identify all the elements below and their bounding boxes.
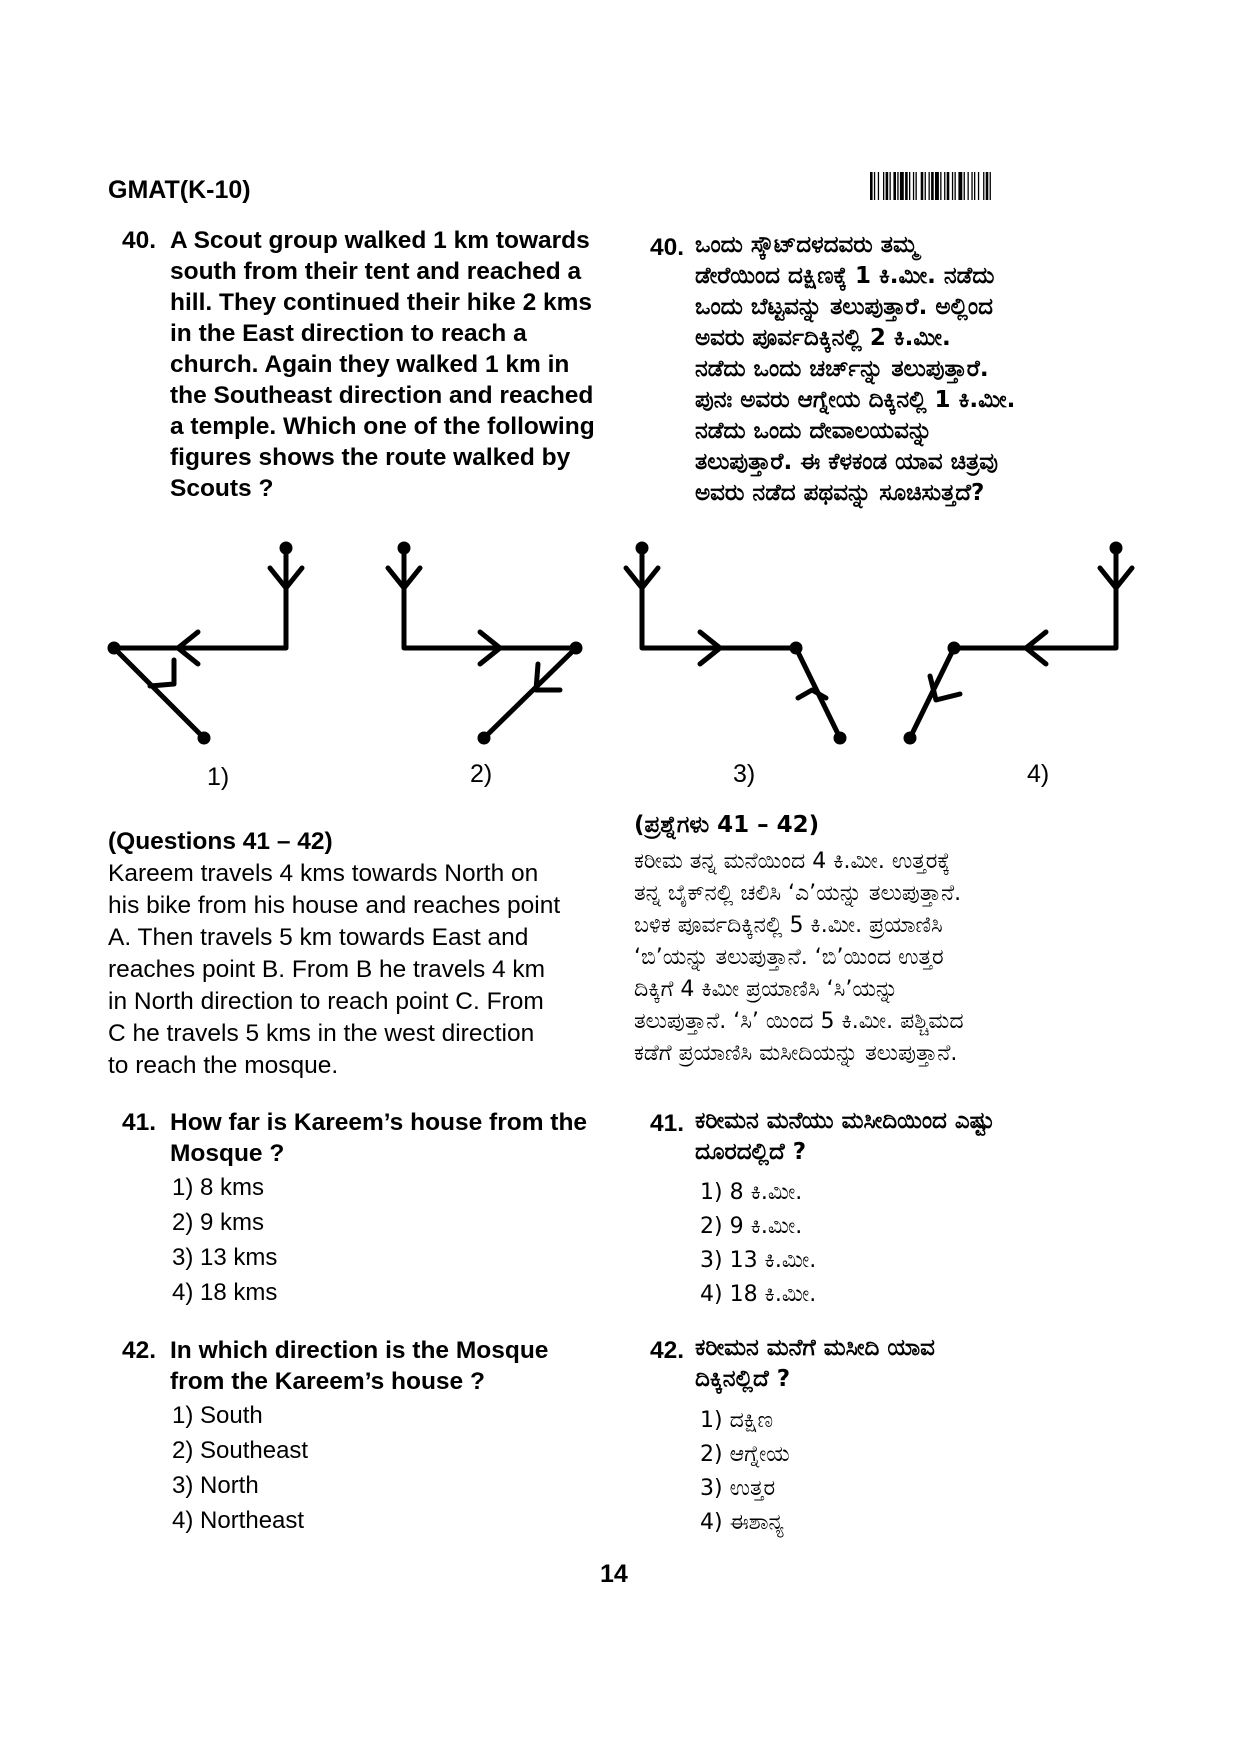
barcode-bar [986, 172, 989, 200]
text-line: C he travels 5 kms in the west direction [108, 1020, 535, 1047]
route-point [282, 544, 290, 552]
option-2[interactable]: 2) Southeast [172, 1437, 309, 1464]
text-line: reaches point B. From B he travels 4 km [108, 956, 546, 983]
route-point [836, 734, 844, 742]
barcode-bar [964, 172, 965, 200]
barcode-bar [921, 172, 924, 200]
route-point [110, 644, 118, 652]
option-4[interactable]: 4) 18 ಕಿ.ಮೀ. [700, 1282, 817, 1307]
route-point [480, 734, 488, 742]
barcode-bar [883, 172, 884, 200]
barcode-bar [897, 172, 898, 200]
option-1[interactable]: 1) 8 kms [172, 1174, 265, 1201]
text-line: ದಿಕ್ಕಿಗೆ 4 ಕಿಮೀ ಪ್ರಯಾಣಿಸಿ ‘ಸಿ’ಯನ್ನು [634, 977, 899, 1002]
text-line: figures shows the route walked by [170, 444, 571, 471]
route-figure-3 [626, 544, 844, 742]
text-line: ಒಂದು ಸ್ಕೌಟ್‌ದಳದವರು ತಮ್ಮ [695, 232, 918, 258]
text-line: ದೂರದಲ್ಲಿದೆ ? [695, 1139, 807, 1165]
barcode-bar [974, 172, 975, 200]
option-2[interactable]: 2) 9 kms [172, 1209, 265, 1236]
barcode-bar [952, 172, 953, 200]
text-line: his bike from his house and reaches point [108, 892, 561, 919]
q40-kn-number: 40. [650, 234, 685, 261]
q42-options [172, 1398, 308, 1538]
text-line: church. Again they walked 1 km in [170, 351, 570, 378]
q42-kn-number: 42. [650, 1337, 685, 1364]
barcode-bar [978, 172, 979, 200]
text-line: ಪುನಃ ಅವರು ಆಗ್ನೇಯ ದಿಕ್ಕಿನಲ್ಲಿ 1 ಕಿ.ಮೀ. [695, 387, 1016, 413]
q42-kn-text [695, 1333, 1135, 1395]
q41-number: 41. [122, 1109, 157, 1136]
option-1[interactable]: 1) South [172, 1402, 263, 1429]
route-figure-2 [388, 544, 580, 742]
barcode-bar [916, 172, 917, 200]
barcode-bar [890, 172, 891, 200]
text-line: ‘ಬಿ’ಯನ್ನು ತಲುಪುತ್ತಾನೆ. ‘ಬಿ’ಯಿಂದ ಉತ್ತರ [634, 945, 944, 970]
option-3[interactable]: 3) 13 ಕಿ.ಮೀ. [700, 1248, 817, 1273]
barcode-bar [947, 172, 950, 200]
barcode-bar [909, 172, 910, 200]
text-line: ಕರೀಮ ತನ್ನ ಮನೆಯಿಂದ 4 ಕಿ.ಮೀ. ಉತ್ತರಕ್ಕೆ [634, 849, 951, 874]
route-point [906, 734, 914, 742]
option-3[interactable]: 3) 13 kms [172, 1244, 278, 1271]
text-line: the Southeast direction and reached [170, 382, 594, 409]
option-3[interactable]: 3) North [172, 1472, 259, 1499]
option-2[interactable]: 2) ಆಗ್ನೇಯ [700, 1442, 790, 1467]
passage-kn-text [634, 846, 1134, 1070]
q42-number: 42. [122, 1337, 157, 1364]
q41-kn-text [695, 1106, 1135, 1168]
text-line: ದಿಕ್ಕಿನಲ್ಲಿದೆ ? [695, 1366, 791, 1392]
text-line: in the East direction to reach a [170, 320, 527, 347]
text-line: a temple. Which one of the following [170, 413, 595, 440]
barcode-bar [958, 172, 962, 200]
barcode-bar [990, 172, 991, 200]
barcode-bar [905, 172, 908, 200]
route-figure-4 [906, 544, 1132, 742]
barcode-bar [955, 172, 956, 200]
option-2[interactable]: 2) 9 ಕಿ.ಮೀ. [700, 1214, 803, 1239]
passage-kn-heading: (ಪ್ರಶ್ನೆಗಳು 41 – 42) [634, 812, 820, 838]
barcode-bar [886, 172, 889, 200]
barcode-icon [870, 172, 1112, 200]
barcode-bar [940, 172, 941, 200]
q40-number: 40. [122, 227, 157, 254]
text-line: to reach the mosque. [108, 1052, 339, 1079]
figure-label-3: 3) [733, 760, 756, 788]
q41-options [172, 1170, 277, 1310]
q41-kn-options [700, 1176, 816, 1312]
passage-text [108, 858, 608, 1082]
text-line: ಕರೀಮನ ಮನೆಗೆ ಮಸೀದಿ ಯಾವ [695, 1335, 935, 1361]
figure-label-1: 1) [207, 763, 230, 791]
route-point [1112, 544, 1120, 552]
exam-code: GMAT(K-10) [108, 176, 251, 204]
text-line: In which direction is the Mosque [170, 1337, 549, 1364]
page-number: 14 [600, 1560, 628, 1588]
q42-kn-options [700, 1404, 790, 1540]
text-line: ಡೇರೆಯಿಂದ ದಕ್ಷಿಣಕ್ಕೆ 1 ಕಿ.ಮೀ. ನಡೆದು [695, 263, 995, 289]
q40-text [170, 225, 610, 504]
text-line: How far is Kareem’s house from the [170, 1109, 588, 1136]
text-line: from the Kareem’s house ? [170, 1368, 485, 1395]
text-line: Kareem travels 4 kms towards North on [108, 860, 539, 887]
option-4[interactable]: 4) 18 kms [172, 1279, 278, 1306]
text-line: ನಡೆದು ಒಂದು ದೇವಾಲಯವನ್ನು [695, 418, 933, 444]
route-figures [100, 530, 1140, 760]
q40-kn-text [695, 230, 1135, 509]
text-line: ತಲುಪುತ್ತಾರೆ. ಈ ಕೆಳಕಂಡ ಯಾವ ಚಿತ್ರವು [695, 449, 999, 475]
barcode-bar [925, 172, 926, 200]
text-line: ನಡೆದು ಒಂದು ಚರ್ಚ್‌ನ್ನು ತಲುಪುತ್ತಾರೆ. [695, 356, 989, 382]
route-point [950, 644, 958, 652]
route-point [400, 544, 408, 552]
text-line: in North direction to reach point C. From [108, 988, 544, 1015]
route-point [792, 644, 800, 652]
text-line: Mosque ? [170, 1140, 285, 1167]
passage-heading: (Questions 41 – 42) [108, 828, 333, 855]
text-line: ತನ್ನ ಬೈಕ್‌ನಲ್ಲಿ ಚಲಿಸಿ ‘ಎ’ಯನ್ನು ತಲುಪುತ್ತಾನೆ. [634, 881, 962, 906]
figure-label-2: 2) [470, 760, 493, 788]
route-figure-1 [110, 544, 302, 742]
barcode-bar [913, 172, 914, 200]
barcode-bar [971, 172, 972, 200]
barcode-bar [931, 172, 934, 200]
text-line: hill. They continued their hike 2 kms [170, 289, 593, 316]
option-1[interactable]: 1) ದಕ್ಷಿಣ [700, 1408, 774, 1433]
barcode-bar [983, 172, 984, 200]
option-1[interactable]: 1) 8 ಕಿ.ಮೀ. [700, 1180, 803, 1205]
barcode-bar [893, 172, 896, 200]
text-line: ತಲುಪುತ್ತಾನೆ. ‘ಸಿ’ ಯಿಂದ 5 ಕಿ.ಮೀ. ಪಶ್ಚಿಮದ [634, 1009, 964, 1034]
barcode-bar [935, 172, 939, 200]
barcode-bar [968, 172, 969, 200]
barcode-bar [874, 172, 875, 200]
route-point [572, 644, 580, 652]
text-line: ಒಂದು ಬೆಟ್ಟವನ್ನು ತಲುಪುತ್ತಾರೆ. ಅಲ್ಲಿಂದ [695, 294, 993, 320]
text-line: ಅವರು ಪೂರ್ವದಿಕ್ಕಿನಲ್ಲಿ 2 ಕಿ.ಮೀ. [695, 325, 951, 351]
route-point [638, 544, 646, 552]
q42-text [170, 1335, 610, 1397]
text-line: Scouts ? [170, 475, 274, 502]
q41-text [170, 1107, 610, 1169]
barcode-bar [929, 172, 930, 200]
text-line: ಬಳಿಕ ಪೂರ್ವದಿಕ್ಕಿನಲ್ಲಿ 5 ಕಿ.ಮೀ. ಪ್ರಯಾಣಿಸಿ [634, 913, 943, 938]
text-line: ಕಡೆಗೆ ಪ್ರಯಾಣಿಸಿ ಮಸೀದಿಯನ್ನು ತಲುಪುತ್ತಾನೆ. [634, 1041, 958, 1066]
figure-label-4: 4) [1027, 760, 1050, 788]
text-line: ಅವರು ನಡೆದ ಪಥವನ್ನು ಸೂಚಿಸುತ್ತದೆ? [695, 480, 985, 506]
text-line: ಕರೀಮನ ಮನೆಯು ಮಸೀದಿಯಿಂದ ಎಷ್ಟು [695, 1108, 995, 1134]
text-line: A. Then travels 5 km towards East and [108, 924, 529, 951]
route-point [200, 734, 208, 742]
barcode-bar [900, 172, 904, 200]
barcode-bar [878, 172, 879, 200]
option-4[interactable]: 4) Northeast [172, 1507, 305, 1534]
text-line: A Scout group walked 1 km towards [170, 227, 590, 254]
option-4[interactable]: 4) ಈಶಾನ್ಯ [700, 1510, 784, 1535]
barcode-bar [944, 172, 945, 200]
q41-kn-number: 41. [650, 1110, 685, 1137]
option-3[interactable]: 3) ಉತ್ತರ [700, 1476, 776, 1501]
barcode-bar [870, 172, 873, 200]
text-line: south from their tent and reached a [170, 258, 582, 285]
